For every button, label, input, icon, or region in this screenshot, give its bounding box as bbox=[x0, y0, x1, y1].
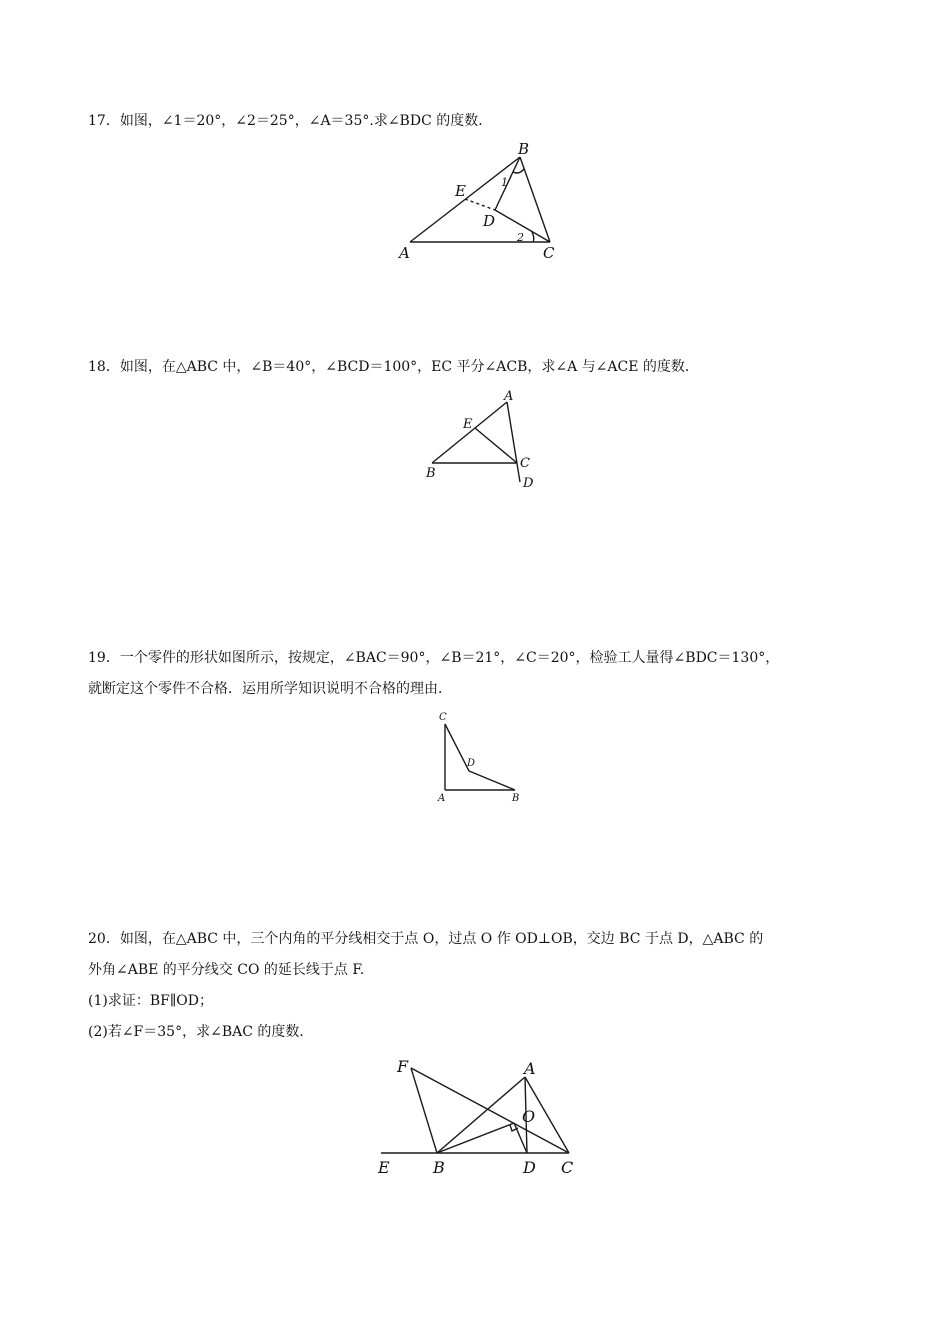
label-C: C bbox=[543, 244, 555, 262]
figure-18 bbox=[420, 385, 550, 495]
label-A: A bbox=[504, 389, 514, 404]
question-17-text: 17．如图，∠1＝20°，∠2＝25°，∠A＝35°.求∠BDC 的度数． bbox=[88, 113, 493, 129]
question-18 bbox=[88, 352, 699, 383]
segment-FC bbox=[411, 1068, 569, 1153]
question-19-line-2: 就断定这个零件不合格．运用所学知识说明不合格的理由． bbox=[88, 681, 452, 697]
label-C: C bbox=[439, 712, 447, 723]
segment-DB bbox=[469, 771, 515, 790]
label-A: A bbox=[524, 1059, 536, 1078]
label-1: 1 bbox=[501, 176, 508, 189]
label-A: A bbox=[399, 244, 410, 262]
question-19-line-1: 19．一个零件的形状如图所示，按规定，∠BAC＝90°，∠B＝21°，∠C＝20°，检验工人量得∠BDC＝130°， bbox=[88, 650, 780, 666]
segment-FB bbox=[411, 1068, 437, 1153]
segment-BO bbox=[437, 1123, 514, 1153]
label-B: B bbox=[426, 466, 436, 481]
label-C: C bbox=[520, 456, 530, 471]
segment-AD bbox=[507, 402, 520, 482]
label-C: C bbox=[561, 1158, 574, 1177]
segment-AB bbox=[432, 402, 507, 463]
label-D: D bbox=[467, 758, 476, 769]
label-D: D bbox=[523, 1158, 536, 1177]
label-O: O bbox=[522, 1107, 536, 1126]
question-20-part-2: (2)若∠F＝35°，求∠BAC 的度数． bbox=[88, 1024, 314, 1040]
label-E: E bbox=[455, 182, 466, 200]
question-19 bbox=[88, 643, 779, 705]
figure-20 bbox=[375, 1052, 595, 1182]
label-E: E bbox=[463, 417, 473, 432]
question-20-part-1: (1)求证：BF∥OD； bbox=[88, 993, 214, 1009]
segment-CD bbox=[445, 724, 469, 771]
angle-2-arc bbox=[532, 232, 534, 242]
question-20 bbox=[88, 924, 763, 1048]
question-20-line-2: 外角∠ABE 的平分线交 CO 的延长线于点 F. bbox=[88, 962, 365, 978]
question-18-text: 18．如图，在△ABC 中，∠B＝40°，∠BCD＝100°，EC 平分∠ACB，求∠A 与∠ACE 的度数． bbox=[88, 359, 699, 375]
figure-17 bbox=[395, 140, 565, 265]
question-20-line-1: 20．如图，在△ABC 中，三个内角的平分线相交于点 O，过点 O 作 OD⊥OB，交边 BC 于点 D，△ABC 的 bbox=[88, 931, 764, 947]
label-E: E bbox=[378, 1158, 390, 1177]
label-2: 2 bbox=[517, 231, 524, 244]
question-17 bbox=[88, 106, 492, 137]
label-B: B bbox=[512, 793, 520, 804]
label-D: D bbox=[483, 212, 496, 230]
label-B: B bbox=[433, 1158, 445, 1177]
segment-ED-dashed bbox=[465, 199, 495, 210]
label-D: D bbox=[523, 476, 534, 491]
label-F: F bbox=[397, 1057, 409, 1076]
figure-19 bbox=[432, 708, 532, 808]
segment-EC bbox=[475, 428, 517, 463]
label-B: B bbox=[518, 140, 530, 158]
label-A: A bbox=[438, 793, 446, 804]
segment-BC bbox=[520, 157, 550, 242]
